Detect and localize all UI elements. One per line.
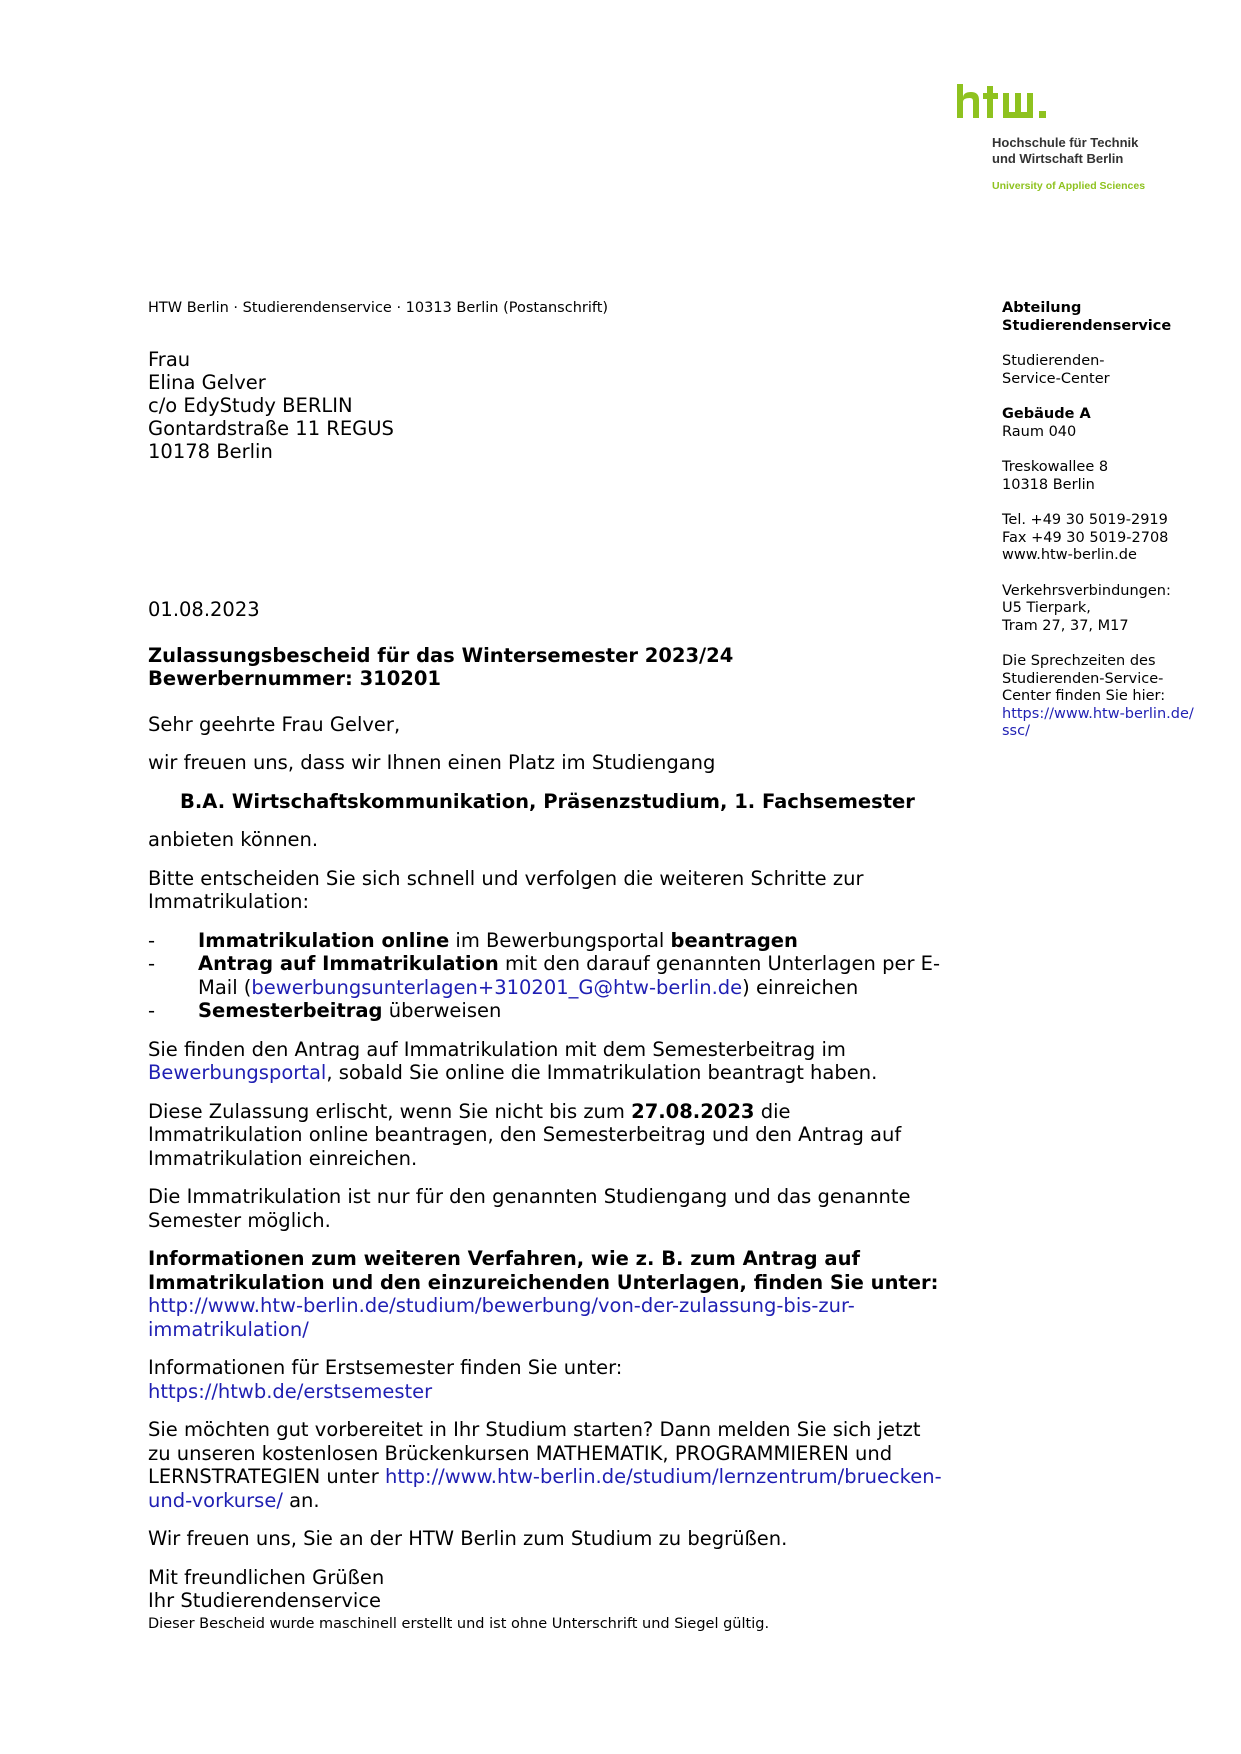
recipient-salutation: Frau xyxy=(148,348,191,371)
letter-first-semester xyxy=(148,1356,948,1403)
step-2-text-2: ) einreichen xyxy=(742,975,859,999)
step-2-bold: Antrag auf Immatrikulation xyxy=(198,952,499,975)
sidebar-building: Gebäude A xyxy=(1002,406,1091,422)
step-3-bold: Semesterbeitrag xyxy=(198,999,383,1022)
deadline-text: Diese Zulassung erlischt, wenn Sie nicht bis zum xyxy=(148,1099,632,1123)
first-sem-link[interactable]: https://htwb.de/erstsemester xyxy=(148,1379,433,1403)
steps-list xyxy=(148,929,948,1023)
courses-text-2: an. xyxy=(282,1488,320,1512)
sidebar-hours-2: Studierenden-Service- xyxy=(1002,670,1164,687)
recipient-co: c/o EdyStudy BERLIN xyxy=(148,394,353,417)
sidebar-hours: Die Sprechzeiten des xyxy=(1002,653,1156,669)
sidebar-transport-u5: U5 Tierpark, xyxy=(1002,600,1091,616)
sidebar-tel: Tel. +49 30 5019-2919 xyxy=(1002,512,1168,528)
letter-portal xyxy=(148,1038,948,1085)
sidebar-transport: Verkehrsverbindungen: xyxy=(1002,582,1171,599)
letter-date: 01.08.2023 xyxy=(148,598,260,621)
sidebar-center: Studierenden- xyxy=(1002,353,1105,369)
closing-text: Mit freundlichen Grüßen xyxy=(148,1565,385,1589)
letter-program: B.A. Wirtschaftskommunikation, Präsenzstudium, 1. Fachsemester xyxy=(180,789,915,813)
sidebar-department: Abteilung xyxy=(1002,300,1082,316)
sidebar-web: www.htw-berlin.de xyxy=(1002,547,1137,563)
step-1-text: im Bewerbungsportal xyxy=(449,928,671,952)
disclaimer-text: Dieser Bescheid wurde maschinell erstellt und ist ohne Unterschrift und Siegel gültig. xyxy=(148,1615,770,1632)
courses-link[interactable]: http://www.htw-berlin.de/studium/lernzentrum/bruecken-und-vorkurse/ xyxy=(148,1465,942,1512)
sidebar-fax: Fax +49 30 5019-2708 xyxy=(1002,529,1169,546)
step-1-bold-2: beantragen xyxy=(670,928,798,952)
sidebar-contact xyxy=(1002,300,1212,759)
letter-intro: wir freuen uns, dass wir Ihnen einen Platz im Studiengang xyxy=(148,751,716,774)
subject-line-2: Bewerbernummer: 310201 xyxy=(148,667,441,690)
letter-welcome: Wir freuen uns, Sie an der HTW Berlin zum Studium zu begrüßen. xyxy=(148,1527,788,1550)
step-2-text: mit den darauf genannten Unterlagen per E-Mail ( xyxy=(198,952,941,999)
sidebar-transport-tram: Tram 27, 37, M17 xyxy=(1002,617,1129,634)
deadline-date: 27.08.2023 xyxy=(631,1099,755,1123)
logo-line-1: Hochschule für Technik xyxy=(992,135,1139,150)
portal-text-2: , sobald Sie online die Immatrikulation beantragt haben. xyxy=(326,1061,878,1084)
deadline-text-2: die Immatrikulation online beantragen, den Semesterbeitrag und den Antrag auf Immatrikulation einreichen. xyxy=(148,1099,902,1170)
info-link[interactable]: http://www.htw-berlin.de/studium/bewerbung/von-der-zulassung-bis-zur-immatrikulation/ xyxy=(148,1294,855,1341)
sidebar-street: Treskowallee 8 xyxy=(1002,459,1109,475)
step-1-bold: Immatrikulation online xyxy=(198,928,450,952)
signature-text: Ihr Studierendenservice xyxy=(148,1589,382,1612)
sidebar-room: Raum 040 xyxy=(1002,423,1077,440)
first-sem-text: Informationen für Erstsemester finden Sie unter: xyxy=(148,1356,623,1379)
letter-salutation: Sehr geehrte Frau Gelver, xyxy=(148,712,401,736)
sidebar-ssc-link[interactable]: https://www.htw-berlin.de/ xyxy=(1002,705,1194,722)
sender-line: HTW Berlin · Studierendenservice · 10313 Berlin (Postanschrift) xyxy=(148,300,609,316)
logo-line-2: und Wirtschaft Berlin xyxy=(992,151,1124,166)
step-3-text: überweisen xyxy=(382,999,502,1022)
list-item: - Antrag auf Immatrikulation mit den darauf genannten Unterlagen per E-Mail (bewerbungsunterlagen+310201_G@htw-berlin.de) einreichen xyxy=(148,952,941,999)
sidebar-department-name: Studierendenservice xyxy=(1002,317,1172,334)
sidebar-hours-3: Center finden Sie hier: xyxy=(1002,688,1166,704)
subject-line-1: Zulassungsbescheid für das Wintersemester 2023/24 xyxy=(148,643,734,667)
sidebar-center-2: Service-Center xyxy=(1002,370,1110,387)
letter-closing xyxy=(148,1566,948,1637)
letter-subject xyxy=(148,644,948,691)
logo-tagline: University of Applied Sciences xyxy=(992,180,1146,192)
portal-link[interactable]: Bewerbungsportal xyxy=(148,1061,327,1084)
info-bold: Informationen zum weiteren Verfahren, wie z. B. zum Antrag auf Immatrikulation und den einzureichenden Unterlagen, finden Sie unter: xyxy=(148,1247,939,1294)
recipient-address xyxy=(148,348,394,463)
letter-only-program: Die Immatrikulation ist nur für den genannten Studiengang und das genannte Semester möglich. xyxy=(148,1185,911,1232)
courses-text: Sie möchten gut vorbereitet in Ihr Studium starten? Dann melden Sie sich jetzt zu unseren kostenlosen Brückenkursen MATHEMATIK, PROGRAMMIEREN und LERNSTRATEGIEN unter xyxy=(148,1418,921,1488)
list-item: - Immatrikulation online im Bewerbungsportal beantragen xyxy=(148,928,798,952)
list-item: - Semesterbeitrag überweisen xyxy=(148,999,502,1022)
letter-info xyxy=(148,1247,948,1341)
recipient-city: 10178 Berlin xyxy=(148,440,273,463)
sidebar-city: 10318 Berlin xyxy=(1002,476,1095,493)
htw-logo xyxy=(957,84,1073,120)
letter-steps-intro: Bitte entscheiden Sie sich schnell und verfolgen die weiteren Schritte zur Immatrikulation: xyxy=(148,866,864,913)
recipient-street: Gontardstraße 11 REGUS xyxy=(148,417,394,440)
recipient-name: Elina Gelver xyxy=(148,371,266,394)
portal-text: Sie finden den Antrag auf Immatrikulation mit dem Semesterbeitrag im xyxy=(148,1037,846,1061)
sidebar-ssc-link-2[interactable]: ssc/ xyxy=(1002,723,1030,739)
letter-deadline xyxy=(148,1100,948,1171)
letter-body xyxy=(148,598,948,1636)
letter-courses xyxy=(148,1418,948,1512)
letter-offer: anbieten können. xyxy=(148,828,319,851)
email-link[interactable]: bewerbungsunterlagen+310201_G@htw-berlin.de xyxy=(251,975,743,999)
